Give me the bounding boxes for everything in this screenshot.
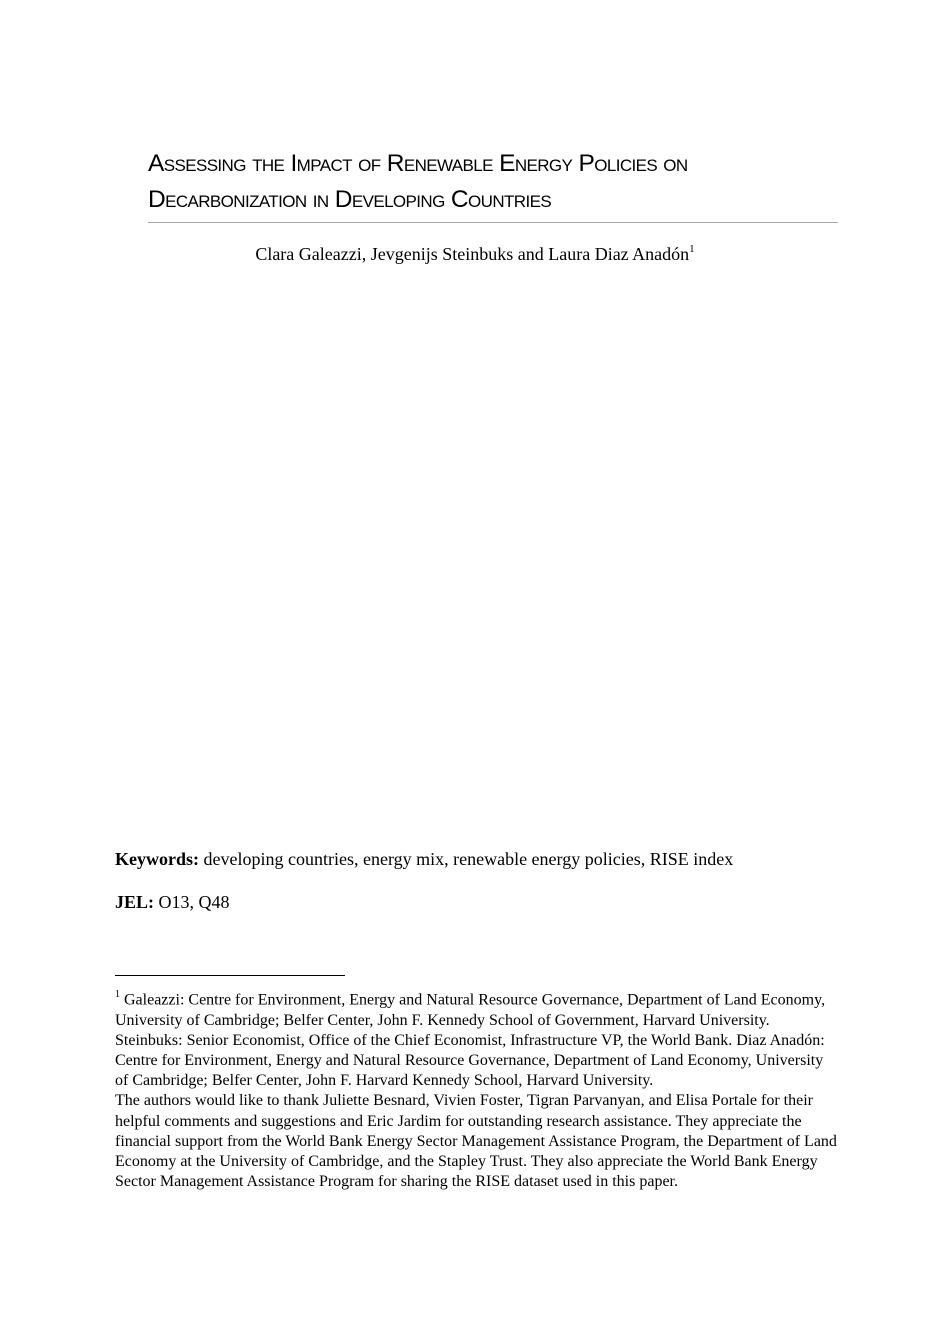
paper-title-line-1: Assessing the Impact of Renewable Energy Policies on xyxy=(148,150,688,177)
author-names: Clara Galeazzi, Jevgenijs Steinbuks and Laura Diaz Anadón xyxy=(255,244,690,264)
keywords-label: Keywords: xyxy=(115,849,199,869)
footnote-mark: 1 xyxy=(115,989,120,1000)
keywords-line xyxy=(115,848,733,870)
footnote-divider xyxy=(115,975,345,976)
footnote-block xyxy=(115,986,837,1192)
jel-codes: O13, Q48 xyxy=(154,892,230,912)
jel-line xyxy=(115,891,230,913)
paper-title xyxy=(148,146,838,223)
author-footnote-mark[interactable]: 1 xyxy=(689,243,695,255)
footnote-affiliations-text: Galeazzi: Centre for Environment, Energy and Natural Resource Governance, Department of Land Economy, University of Cambridge; Belfer Center, John F. Kennedy School of Government, Harvard University. Steinbuks: Senior Economist, Office of the Chief Economist, Infrastructure VP, the World Bank. Diaz Anadón: Centre for Environment, Energy and Natural Resource Governance, Department of Land Economy, University of Cambridge; Belfer Center, John F. Harvard Kennedy School, Harvard University. xyxy=(115,991,826,1090)
footnote-acknowledgements: The authors would like to thank Juliette Besnard, Vivien Foster, Tigran Parvanyan, and Elisa Portale for their helpful comments and suggestions and Eric Jardim for outstanding research assistance. They appreciate the financial support from the World Bank Energy Sector Management Assistance Program, the Department of Land Economy at the University of Cambridge, and the Stapley Trust. They also appreciate the World Bank Energy Sector Management Assistance Program for sharing the RISE dataset used in this paper. xyxy=(115,1092,837,1191)
paper-title-line-2: Decarbonization in Developing Countries xyxy=(148,186,552,213)
author-list xyxy=(0,239,950,265)
keywords-text: developing countries, energy mix, renewable energy policies, RISE index xyxy=(199,849,734,869)
jel-label: JEL: xyxy=(115,892,155,912)
footnote-affiliations xyxy=(115,986,837,1091)
